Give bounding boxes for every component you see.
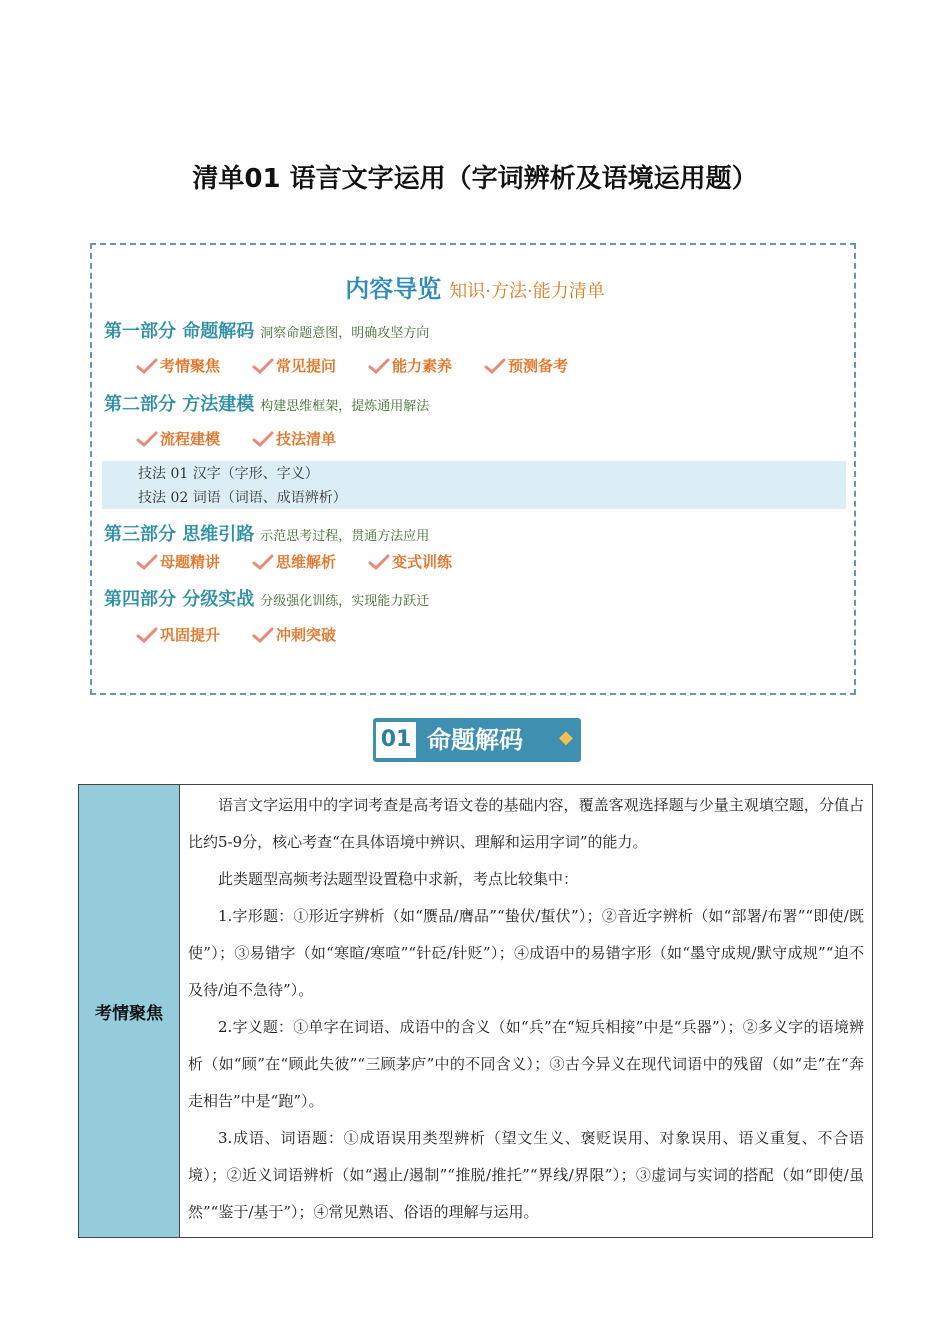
checkmark-icon (136, 626, 158, 644)
paragraph: 2.字义题：①单字在词语、成语中的含义（如“兵”在“短兵相接”中是“兵器”）；②多义字的语境辨析（如“顾”在“顾此失彼”“三顾茅庐”中的不同含义）；③古今异义在现代词语中的残留（如“走”在“奔走相告”中是“跑”）。 (188, 1018, 864, 1110)
section-badge (373, 718, 581, 762)
section-1-items (136, 355, 600, 376)
item-nengli-suyang[interactable]: 能力素养 (368, 355, 452, 376)
table-content (180, 785, 873, 1238)
checkmark-icon (136, 430, 158, 448)
technique-list (102, 461, 846, 509)
section-4-desc: 分级强化训练，实现能力跃迁 (260, 594, 430, 609)
section-3-items (136, 551, 484, 572)
checkmark-icon (136, 357, 158, 375)
technique-01[interactable]: 技法 01 汉字（字形、字义） (138, 466, 319, 482)
checkmark-icon (368, 357, 390, 375)
item-jifa-qingdan[interactable]: 技法清单 (252, 428, 336, 449)
content-guide-box (90, 243, 856, 695)
section-2-desc: 构建思维框架，提炼通用解法 (260, 399, 430, 414)
section-2-title: 第二部分 方法建模 (104, 394, 255, 415)
diamond-icon: ◆ (559, 727, 573, 748)
technique-02[interactable]: 技法 02 词语（词语、成语辨析） (138, 490, 347, 506)
item-liucheng-jianmo[interactable]: 流程建模 (136, 428, 220, 449)
section-4-title: 第四部分 分级实战 (104, 589, 255, 610)
section-3-heading (104, 520, 429, 546)
paragraph: 此类题型高频考法题型设置稳中求新，考点比较集中： (218, 870, 579, 888)
checkmark-icon (136, 553, 158, 571)
checkmark-icon (484, 357, 506, 375)
checkmark-icon (368, 553, 390, 571)
guide-header-subtitle: 知识·方法·能力清单 (449, 281, 605, 302)
section-2-heading (104, 390, 429, 416)
checkmark-icon (252, 553, 274, 571)
page-title: 清单01 语言文字运用（字词辨析及语境运用题） (192, 164, 758, 194)
item-gonggu-tisheng[interactable]: 巩固提升 (136, 624, 220, 645)
section-4-heading (104, 585, 429, 611)
paragraph: 1.字形题：①形近字辨析（如“赝品/膺品”“蛰伏/蜇伏”）；②音近字辨析（如“部署/布署”“即使/既使”）；③易错字（如“寒暄/寒喧”“针砭/针贬”）；④成语中的易错字形（如“墨守成规/默守成规”“迫不及待/迫不急待”）。 (188, 907, 864, 999)
checkmark-icon (252, 357, 274, 375)
checkmark-icon (252, 430, 274, 448)
table-row (79, 785, 873, 1238)
section-2-items (136, 428, 368, 449)
guide-header-title: 内容导览 (345, 275, 442, 303)
section-1-title: 第一部分 命题解码 (104, 321, 255, 342)
checkmark-icon (252, 626, 274, 644)
info-table (78, 784, 873, 1238)
badge-number: 01 (376, 722, 416, 758)
paragraph: 3.成语、词语题：①成语误用类型辨析（望文生义、褒贬误用、对象误用、语义重复、不合语境）；②近义词语辨析（如“遏止/遏制”“推脱/推托”“界线/界限”）；③虚词与实词的搭配（如“即使/虽然”“鉴于/基于”）；④常见熟语、俗语的理解与运用。 (188, 1129, 864, 1221)
item-kaoqing-juji[interactable]: 考情聚焦 (136, 355, 220, 376)
item-chongci-tupo[interactable]: 冲刺突破 (252, 624, 336, 645)
badge-text: 命题解码 (427, 726, 523, 754)
item-siwei-jiexi[interactable]: 思维解析 (252, 551, 336, 572)
item-muti-jingjiang[interactable]: 母题精讲 (136, 551, 220, 572)
section-3-title: 第三部分 思维引路 (104, 524, 255, 545)
paragraph: 语言文字运用中的字词考查是高考语文卷的基础内容，覆盖客观选择题与少量主观填空题，分值占比约5-9分，核心考查“在具体语境中辨识、理解和运用字词”的能力。 (188, 796, 864, 851)
table-label: 考情聚焦 (79, 785, 180, 1238)
section-1-desc: 洞察命题意图，明确攻坚方向 (260, 326, 430, 341)
item-bianshi-xunlian[interactable]: 变式训练 (368, 551, 452, 572)
section-4-items (136, 624, 368, 645)
item-changjian-tiwen[interactable]: 常见提问 (252, 355, 336, 376)
guide-header (92, 269, 858, 304)
section-1-heading (104, 317, 429, 343)
section-3-desc: 示范思考过程，贯通方法应用 (260, 529, 430, 544)
item-yuce-beikao[interactable]: 预测备考 (484, 355, 568, 376)
